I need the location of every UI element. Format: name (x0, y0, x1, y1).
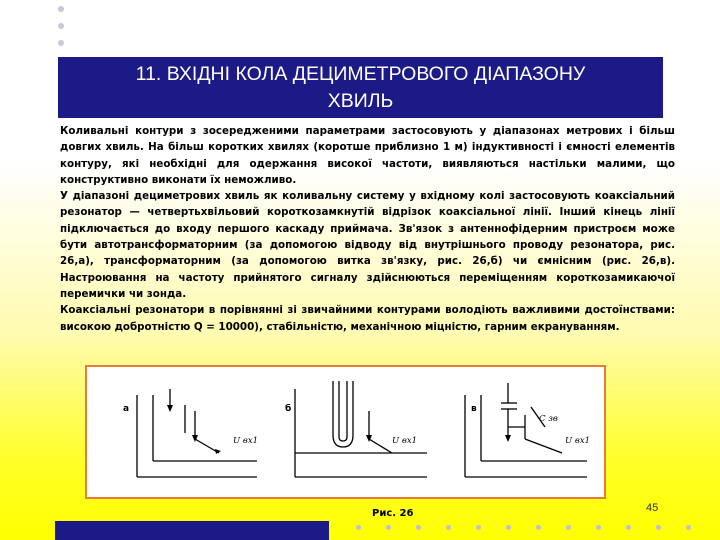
symbol-b-out: U вх1 (392, 436, 418, 446)
paragraph-3: Коаксіальні резонатори в порівнянні зі звичайними контурами володіють важливими достоїнствами: високою добротністю Q = 10000), стабільністю, механічною міцністю, гарним екрануванням. (60, 304, 675, 333)
figure-label-b: б (285, 404, 292, 414)
paragraph-2: У діапазоні дециметрових хвиль як коливальну систему у вхідному колі застосовують коаксіальний резонатор — четвертьхвільовий короткозамкнутій відрізок коаксіальної лінії. Інший кінець лінії підключається до входу першого каскаду приймача. Зв'язок з антеннофідерним пристроєм може бути автотрансформаторним (за допомогою відводу від внутрішнього проводу резонатора, рис. 26,а), трансформаторним (за допомогою витка зв'язку, рис. 26,б) чи ємнісним (рис. 26,в). Настроювання на частоту прийнятого сигналу здійснюються переміщенням короткозамикаючої перемички чи зонда. (60, 190, 675, 300)
figure-26 (85, 365, 606, 499)
symbol-a-out: U вх1 (233, 436, 259, 446)
symbol-c-out: U вх1 (565, 436, 591, 446)
slide-title-line2: ХВИЛЬ (327, 90, 394, 112)
figure-label-a: а (123, 404, 130, 414)
page-number: 45 (646, 502, 659, 514)
body-text (60, 123, 675, 335)
figure-caption: Рис. 26 (372, 508, 414, 519)
symbol-c-cap: C зв (539, 414, 558, 424)
decorative-dots-bottom (356, 525, 696, 535)
slide-title-bar (58, 57, 663, 118)
figure-label-c: в (471, 404, 477, 414)
slide-title-line1: 11. ВХІДНІ КОЛА ДЕЦИМЕТРОВОГО ДІАПАЗОНУ (135, 63, 586, 85)
bottom-decor-bar (55, 521, 329, 540)
coaxial-resonator-diagram (87, 367, 604, 497)
decorative-dots-left (58, 6, 68, 57)
paragraph-1: Коливальні контури з зосередженими параметрами застосовують у діапазонах метрових і більш довгих хвиль. На більш коротких хвилях (коротше приблизно 1 м) індуктивності і ємності елементів контуру, які необхідні для одержання високої частоти, виявляються настільки малими, що конструктивно виконати їх неможливо. (60, 125, 675, 186)
